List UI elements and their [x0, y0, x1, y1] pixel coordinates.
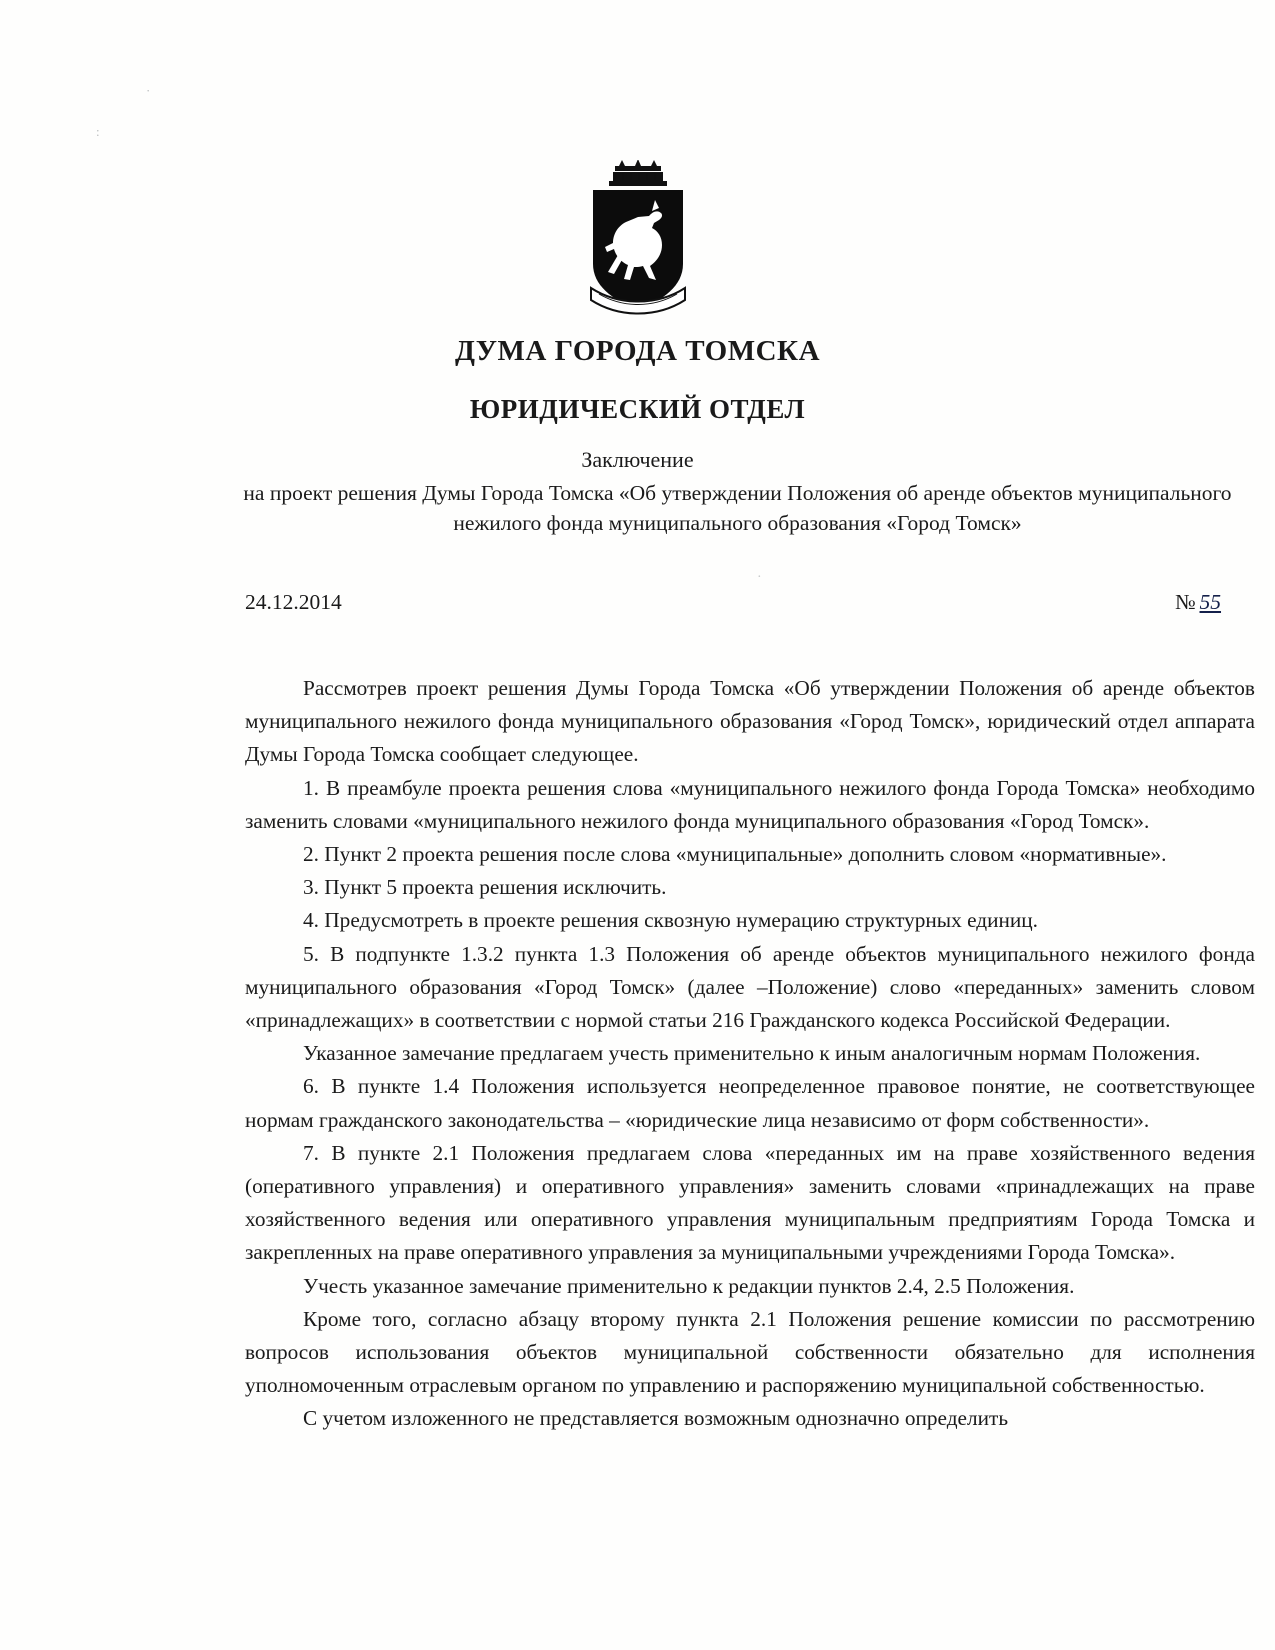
coat-of-arms-icon [579, 160, 697, 328]
paragraph: 3. Пункт 5 проекта решения исключить. [303, 875, 667, 900]
paragraph: 7. В пункте 2.1 Положения предлагаем слова «переданных им на праве хозяйственного ведения (оперативного управления) и оперативного управления» заменить словами «принадлежащих на праве хозяйственного ведения или оперативного управления муниципальным предприятиям Города Томска и закрепленных на праве оперативного управления за муниципальными учреждениями Города Томска». [245, 1140, 1255, 1265]
paragraph: Кроме того, согласно абзацу второму пункта 2.1 Положения решение комиссии по рассмотрению вопросов использования объектов муниципальной собственности обязательно для исполнения уполномоченным отраслевым органом по управлению и распоряжению муниципальной собственностью. [245, 1306, 1255, 1398]
emblem-container [0, 160, 1275, 328]
paragraph: 1. В преамбуле проекта решения слова «муниципального нежилого фонда Города Томска» необходимо заменить словами «муниципального нежилого фонда муниципального образования «Город Томск». [245, 775, 1255, 833]
number-label: № [1175, 590, 1196, 614]
document-body [245, 672, 1255, 1436]
scan-artifact-top: · [146, 83, 151, 98]
paragraph: Указанное замечание предлагаем учесть применительно к иным аналогичным нормам Положения. [303, 1041, 1201, 1066]
document-date: 24.12.2014 [245, 590, 342, 614]
paragraph: 4. Предусмотреть в проекте решения сквозную нумерацию структурных единиц. [303, 908, 1038, 933]
organization-heading [0, 335, 1275, 425]
document-number [1175, 590, 1221, 615]
paragraph: С учетом изложенного не представляется возможным однозначно определить [303, 1406, 1009, 1431]
paragraph: Учесть указанное замечание применительно к редакции пунктов 2.4, 2.5 Положения. [303, 1273, 1075, 1298]
document-kind: Заключение [581, 447, 694, 472]
paragraph-with-italic [245, 1070, 1255, 1136]
scan-artifact-middle: · [757, 570, 762, 585]
paragraph: 2. Пункт 2 проекта решения после слова «муниципальные» дополнить словом «нормативные». [303, 842, 1167, 867]
paragraph: Рассмотрев проект решения Думы Города Томска «Об утверждении Положения об аренде объектов муниципального нежилого фонда муниципального образования «Город Томск», юридический отдел аппарата Думы Города Томска сообщает следующее. [245, 676, 1255, 767]
number-value: 55 [1199, 590, 1222, 614]
document-meta [245, 590, 1275, 624]
organization-name: ДУМА ГОРОДА ТОМСКА [454, 335, 821, 367]
scan-artifact-left: : [96, 124, 100, 139]
paragraph-text: 6. В пункте 1.4 Положения используется неопределенное правовое понятие, не соответствующее нормам гражданского законодательства – «юридические лица независимо от форм собственности». [245, 1074, 1255, 1132]
paragraph: 5. В подпункте 1.3.2 пункта 1.3 Положения об аренде объектов муниципального нежилого фонда муниципального образования «Город Томск» (далее –Положение) слово «переданных» заменить словом «принадлежащих» в соответствии с нормой статьи 216 Гражданского кодекса Российской Федерации. [245, 941, 1255, 1033]
document-subject: на проект решения Думы Города Томска «Об утверждении Положения об аренде объектов муниципального нежилого фонда муниципального образования «Город Томск» [243, 481, 1232, 535]
department-name: ЮРИДИЧЕСКИЙ ОТДЕЛ [469, 394, 806, 424]
